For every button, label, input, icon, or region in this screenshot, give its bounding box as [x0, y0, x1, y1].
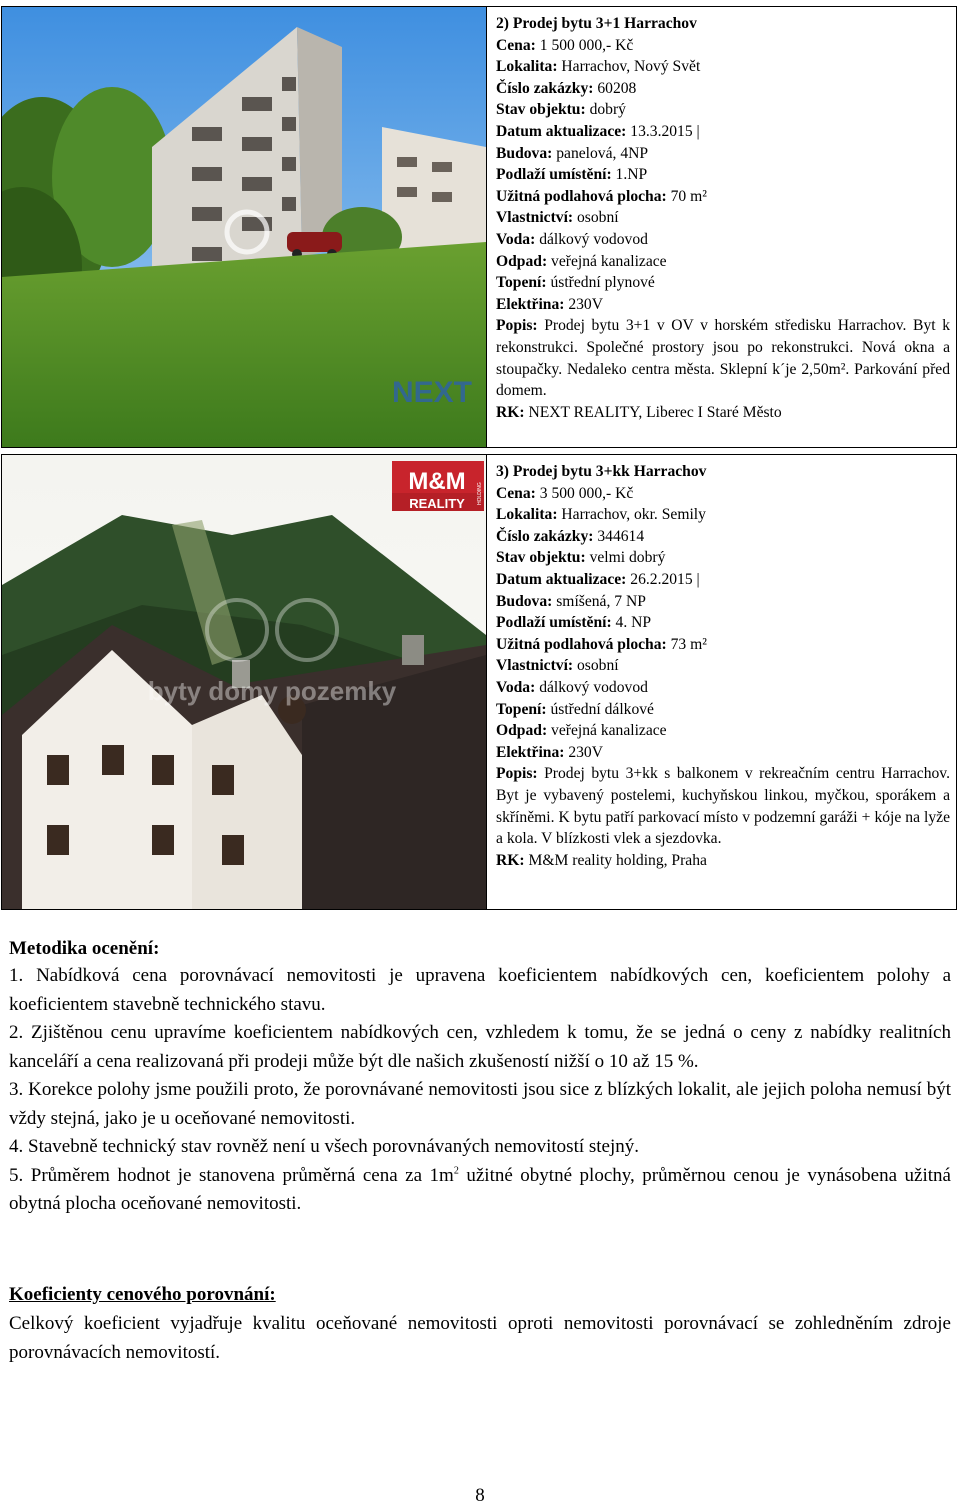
- listing3-field: Podlaží umístění: 4. NP: [496, 614, 652, 632]
- listing2-field: Užitná podlahová plocha: 70 m²: [496, 187, 707, 205]
- listing3-field: Topení: ústřední dálkové: [496, 700, 654, 718]
- listing2-field: Podlaží umístění: 1.NP: [496, 166, 648, 184]
- listing2-field: Voda: dálkový vodovod: [496, 230, 648, 248]
- svg-text:REALITY: REALITY: [409, 496, 465, 511]
- method-item: 5. Průměrem hodnot je stanovena průměrná cena za $1m^2$ užitné obytné plochy, průměrnou cenou je vynásobena užitná obytná plocha oceňované nemovitosti.: [9, 1164, 951, 1214]
- listing2-field: Cena: 1 500 000,- Kč: [496, 36, 634, 54]
- method-item: 1. Nabídková cena porovnávací nemovitosti je upravena koeficientem nabídkových cen, koeficientem polohy a koeficientem stavebně technického stavu.: [9, 965, 951, 1015]
- listing-3-agency: RK: M&M reality holding, Praha: [496, 851, 707, 869]
- svg-text:HOLDING: HOLDING: [477, 482, 483, 505]
- listing-3-title: 3) Prodej bytu 3+kk Harrachov: [496, 463, 707, 480]
- listing-3: [1, 454, 957, 910]
- listing2-field: Topení: ústřední plynové: [496, 274, 655, 292]
- listing3-field: Elektřina: 230V: [496, 743, 603, 761]
- listing3-field: Číslo zakázky: 344614: [496, 527, 645, 545]
- listing2-field: Budova: panelová, 4NP: [496, 144, 649, 162]
- listing3-field: Vlastnictví: osobní: [496, 657, 619, 675]
- listing-2-details: [487, 7, 956, 447]
- listing2-field: Stav objektu: dobrý: [496, 101, 626, 119]
- listing2-field: Elektřina: 230V: [496, 295, 603, 313]
- listing-2-photo: [2, 7, 487, 447]
- method-item: 4. Stavebně technický stav rovněž není u všech porovnávaných nemovitostí stejný.: [9, 1136, 640, 1157]
- page-number: 8: [475, 1485, 485, 1506]
- mountain-house-photo: [2, 455, 486, 909]
- listing-2-description: Popis: Prodej bytu 3+1 v OV v horském středisku Harrachov. Byt k rekonstrukci. Společné prostory jsou po rekonstrukci. Nová okna a stoupačky. Nedaleko centra města. Sklepní k´je 2,50m². Parkování před domem.: [496, 317, 950, 400]
- listing3-field: Lokalita: Harrachov, okr. Semily: [496, 506, 706, 524]
- listing2-field: Číslo zakázky: 60208: [496, 79, 637, 97]
- panel-building-photo: [2, 7, 486, 447]
- valuation-method-section: [9, 936, 951, 1219]
- listing2-field: Vlastnictví: osobní: [496, 209, 619, 227]
- listing-2-title: 2) Prodej bytu 3+1 Harrachov: [496, 15, 697, 32]
- svg-text:M&M: M&M: [408, 468, 466, 495]
- listing2-field: Datum aktualizace: 13.3.2015 |: [496, 122, 700, 140]
- listing3-field: Budova: smíšená, 7 NP: [496, 592, 646, 610]
- listing-3-details: [487, 455, 956, 909]
- coefficients-text: Celkový koeficient vyjadřuje kvalitu oceňované nemovitosti oproti nemovitosti porovnávací se zohledněním zdroje porovnávacích nemovitostí.: [9, 1313, 951, 1363]
- listing3-field: Cena: 3 500 000,- Kč: [496, 484, 634, 502]
- listing3-field: Voda: dálkový vodovod: [496, 678, 648, 696]
- method-heading: Metodika ocenění:: [9, 938, 160, 959]
- listing2-field: Odpad: veřejná kanalizace: [496, 252, 667, 270]
- coefficients-heading: Koeficienty cenového porovnání:: [9, 1284, 276, 1305]
- listing-2-agency: RK: NEXT REALITY, Liberec I Staré Město: [496, 403, 782, 421]
- watermark-byty-domy-pozemky: byty domy pozemky: [147, 676, 397, 706]
- method-item: 2. Zjištěnou cenu upravíme koeficientem nabídkových cen, vzhledem k tomu, že se jedná o ceny z nabídky realitních kanceláří a cena realizovaná při prodeji může být dle našich zkušeností nižší o 10 až 15 %.: [9, 1022, 951, 1072]
- listing3-field: Stav objektu: velmi dobrý: [496, 549, 666, 567]
- coefficients-section: [9, 1280, 951, 1367]
- listing2-field: Lokalita: Harrachov, Nový Svět: [496, 58, 701, 76]
- listing-2: [1, 6, 957, 448]
- watermark-next: NEXT: [392, 376, 473, 409]
- listing3-field: Odpad: veřejná kanalizace: [496, 722, 667, 740]
- listing3-field: Datum aktualizace: 26.2.2015 |: [496, 570, 700, 588]
- listing-3-description: Popis: Prodej bytu 3+kk s balkonem v rekreačním centru Harrachov. Byt je vybavený postelemi, kuchyňskou linkou, myčkou, sporákem a skříněmi. K bytu patří parkovací místo v podzemní garáži + kóje na lyže a kola. V blízkosti vlek a sjezdovka.: [496, 765, 950, 848]
- listing3-field: Užitná podlahová plocha: 73 m²: [496, 635, 707, 653]
- listing-3-photo: [2, 455, 487, 909]
- method-item: 3. Korekce polohy jsme použili proto, že porovnávané nemovitosti jsou sice z blízkých lokalit, ale jejich poloha nemusí být vždy stejná, jako je u oceňované nemovitosti.: [9, 1079, 951, 1129]
